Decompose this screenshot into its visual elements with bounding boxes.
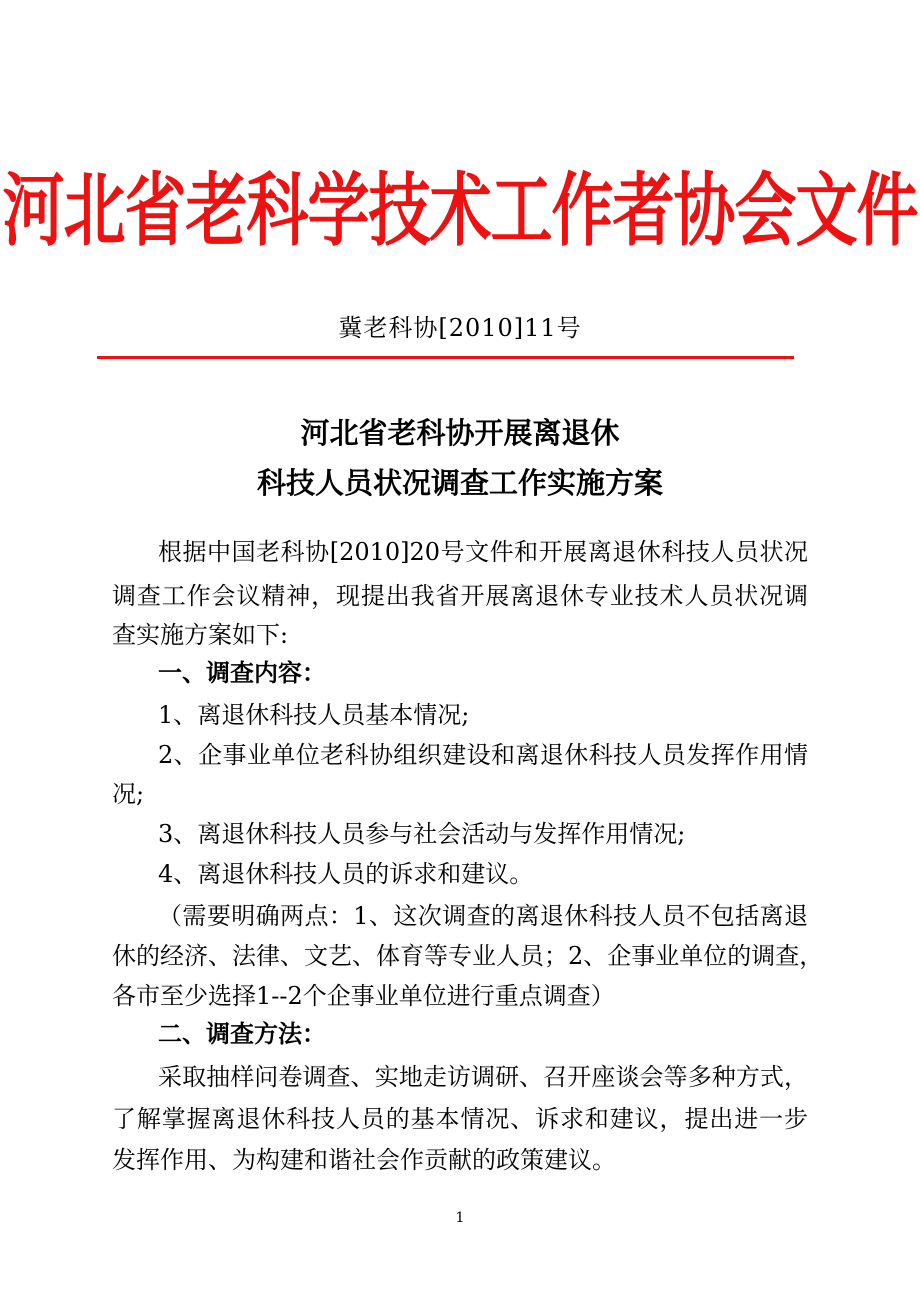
section-2-line-1: 采取抽样问卷调查、实地走访调研、召开座谈会等多种方式， — [158, 1063, 808, 1091]
section-1-note-line-1: （需要明确两点：1、这次调查的离退休科技人员不包括离退 — [158, 902, 808, 930]
section-1-item-4: 4、离退休科技人员的诉求和建议。 — [158, 860, 534, 888]
section-1-heading: 一、调查内容： — [158, 659, 326, 687]
section-1-item-2: 2、企事业单位老科协组织建设和离退休科技人员发挥作用情 — [158, 741, 808, 769]
section-1-item-2-cont: 况; — [112, 780, 145, 808]
intro-line-2: 调查工作会议精神，现提出我省开展离退休专业技术人员状况调 — [112, 582, 808, 610]
page-number: 1 — [455, 1210, 465, 1226]
section-1-item-3: 3、离退休科技人员参与社会活动与发挥作用情况; — [158, 820, 686, 848]
document-number: 冀老科协[2010]11号 — [338, 314, 582, 342]
section-2-heading: 二、调查方法： — [158, 1020, 326, 1048]
intro-line-1: 根据中国老科协[2010]20号文件和开展离退休科技人员状况 — [158, 538, 808, 566]
document-title-line-2: 科技人员状况调查工作实施方案 — [256, 466, 663, 500]
section-1-note-line-2: 休的经济、法律、文艺、体育等专业人员；2、企事业单位的调查， — [112, 942, 824, 970]
section-1-item-1: 1、离退休科技人员基本情况; — [158, 701, 470, 729]
header-red-rule — [97, 356, 794, 359]
document-title-line-1: 河北省老科协开展离退休 — [300, 416, 620, 450]
intro-line-3: 查实施方案如下: — [112, 621, 289, 649]
section-2-line-2: 了解掌握离退休科技人员的基本情况、诉求和建议，提出进一步 — [112, 1105, 808, 1133]
section-1-note-line-3: 各市至少选择1--2个企事业单位进行重点调查） — [112, 982, 615, 1010]
section-2-line-3: 发挥作用、为构建和谐社会作贡献的政策建议。 — [112, 1146, 616, 1174]
document-header-title: 河北省老科学技术工作者协会文件 — [2, 163, 918, 258]
